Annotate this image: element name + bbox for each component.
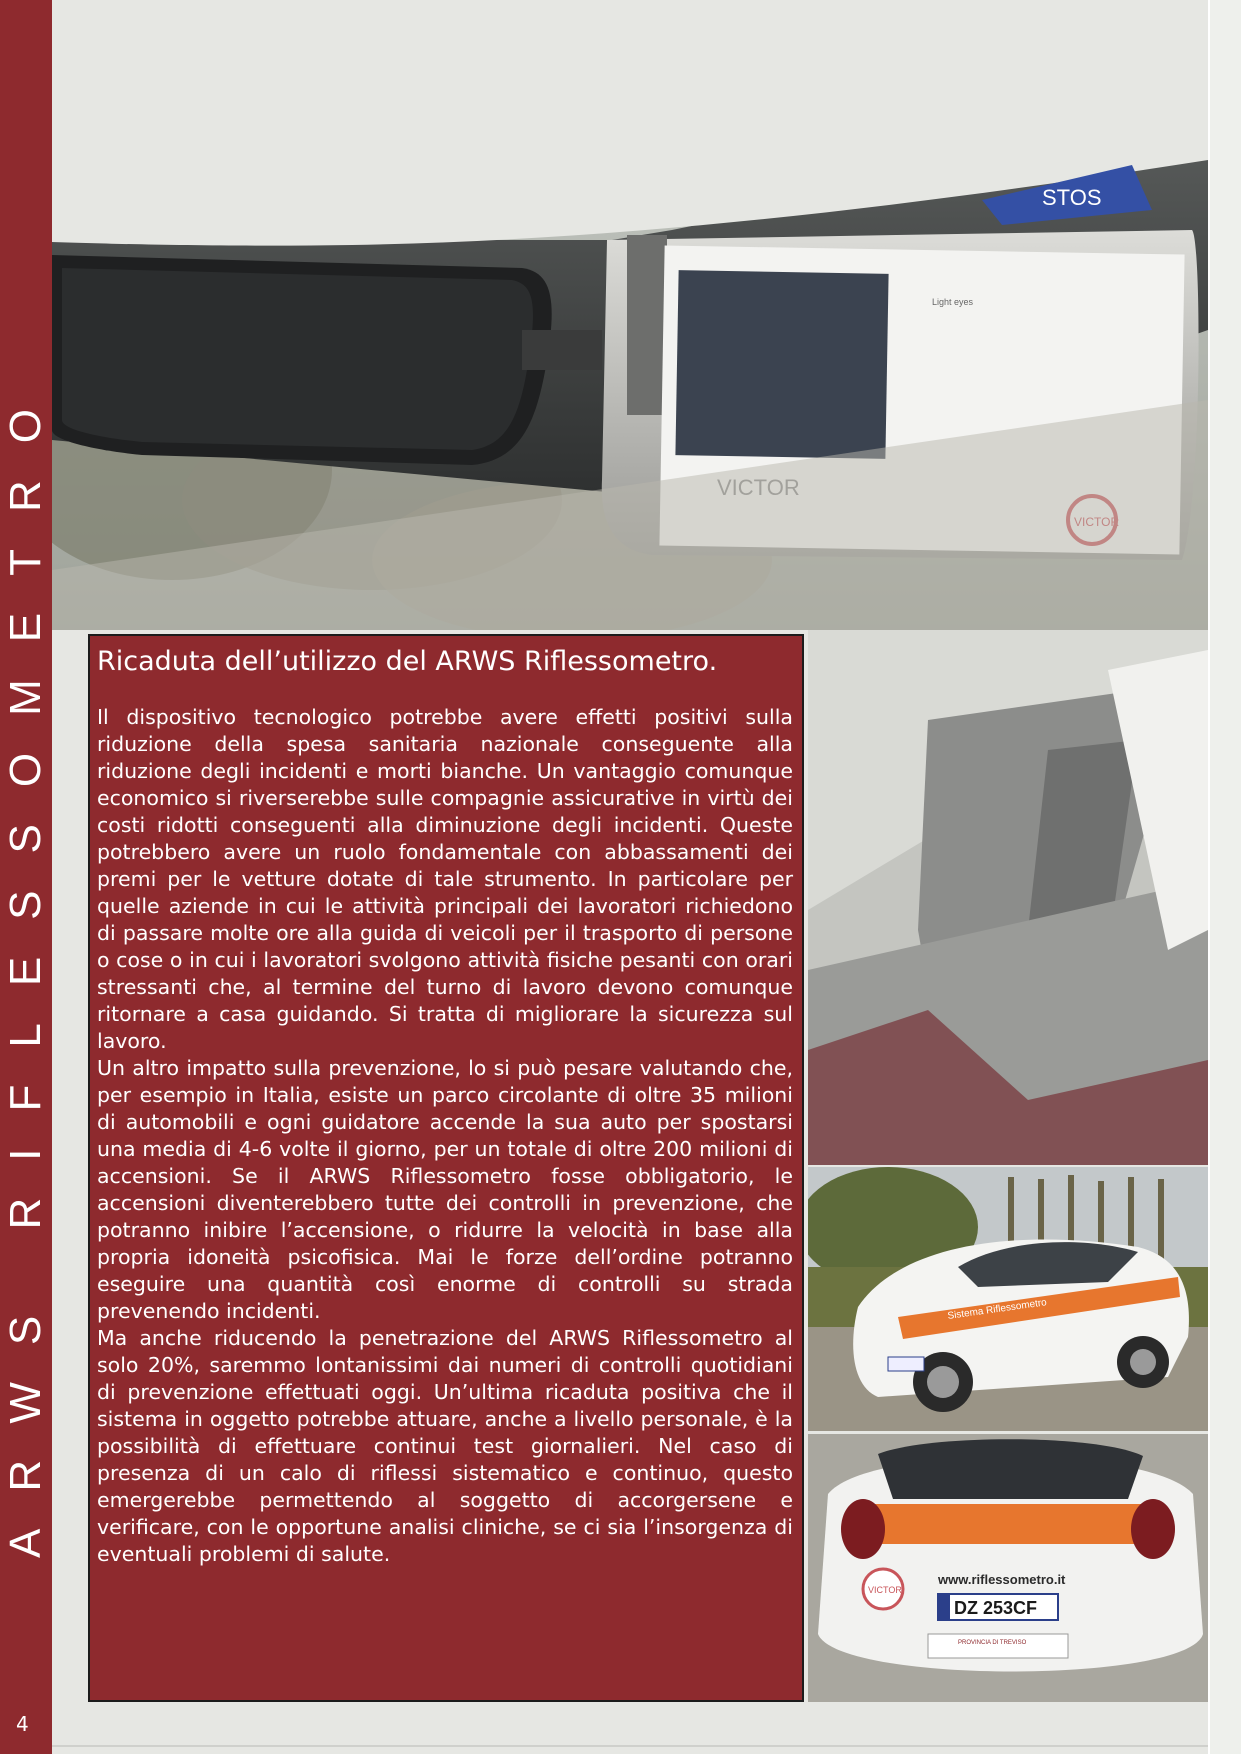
car-brand-logo: VICTOR xyxy=(868,1585,902,1595)
article-paragraph: Ma anche riducendo la penetrazione del ARWS Riflessometro al solo 20%, saremmo lontanissimi dai numeri di controlli quotidiani di prevenzione effettuati oggi. Un’ultima ricaduta positiva che il sistema in oggetto potrebbe attuare, anche a livello personale, è la possibilità di effettuare continui test giornalieri. Nel caso di presenza di un calo di riflessi sistematico e continuo, questo emergerebbe permettendo al soggetto di accorgersene e verificare, con le opportune analisi cliniche, se ci sia l’insorgenza di eventuali problemi di salute. xyxy=(97,1326,793,1566)
spine-bar xyxy=(0,0,52,1754)
article-title: Ricaduta dell’utilizzo del ARWS Riflessometro. xyxy=(97,646,718,677)
province-text: PROVINCIA DI TREVISO xyxy=(958,1640,1027,1646)
right-divider-line xyxy=(1208,0,1210,1754)
car-rear-photo xyxy=(808,1434,1208,1702)
car-banner-text: Sistema Riflessometro xyxy=(946,1297,1048,1322)
license-plate: DZ 253CF xyxy=(954,1598,1038,1618)
interior-pillar-photo xyxy=(808,630,1208,1165)
article-body xyxy=(97,704,793,1568)
bottom-rule xyxy=(52,1745,1208,1747)
article-paragraph: Il dispositivo tecnologico potrebbe avere effetti positivi sulla riduzione della spesa sanitaria nazionale conseguente alla riduzione degli incidenti e morti bianche. Un vantaggio comunque economico si riverserebbe sulle compagnie assicurative in virtù dei costi ridotti conseguenti alla diminuzione degli incidenti. Queste potrebbero avere un ruolo fondamentale con abbassamenti dei premi per le vetture dotate di tale strumento. In particolare per quelle aziende in cui le attività principali dei lavoratori richiedono di passare molte ore alla guida di veicoli per il trasporto di persone o cose o in cui i lavoratori svolgono attività fisiche pesanti con orari stressanti che, al termine del turno di lavoro devono comunque ritornare a casa guidando. Si tratta di migliorare la sicurezza sul lavoro. xyxy=(97,705,793,1053)
device-small-text: Light eyes xyxy=(932,297,974,307)
article-paragraph: Un altro impatto sulla prevenzione, lo si può pesare valutando che, per esempio in Italia, esiste un parco circolante di oltre 35 milioni di automobili e ogni guidatore accende la sua auto per spostarsi una media di 4-6 volte il giorno, per un totale di oltre 200 milioni di accensioni. Se il ARWS Riflessometro fosse obbligatorio, le accensioni diventerebbero tutte dei controlli in prevenzione, che potranno inibire l’accensione, o ridurre la velocità in base alla propria idoneità psicofisica. Mai le forze dell’ordine potranno eseguire una quantità così enorme di controlli su strada prevenendo incidenti. xyxy=(97,1056,793,1323)
hero-photo xyxy=(52,0,1208,630)
car-website: www.riflessometro.it xyxy=(938,1572,1066,1587)
car-side-photo xyxy=(808,1167,1208,1431)
right-margin-strip xyxy=(1208,0,1241,1754)
spine-title: ARWS RIFLESSOMETRO xyxy=(1,372,50,1558)
sticker-text: STOS xyxy=(1042,185,1102,210)
page-number: 4 xyxy=(16,1712,29,1736)
